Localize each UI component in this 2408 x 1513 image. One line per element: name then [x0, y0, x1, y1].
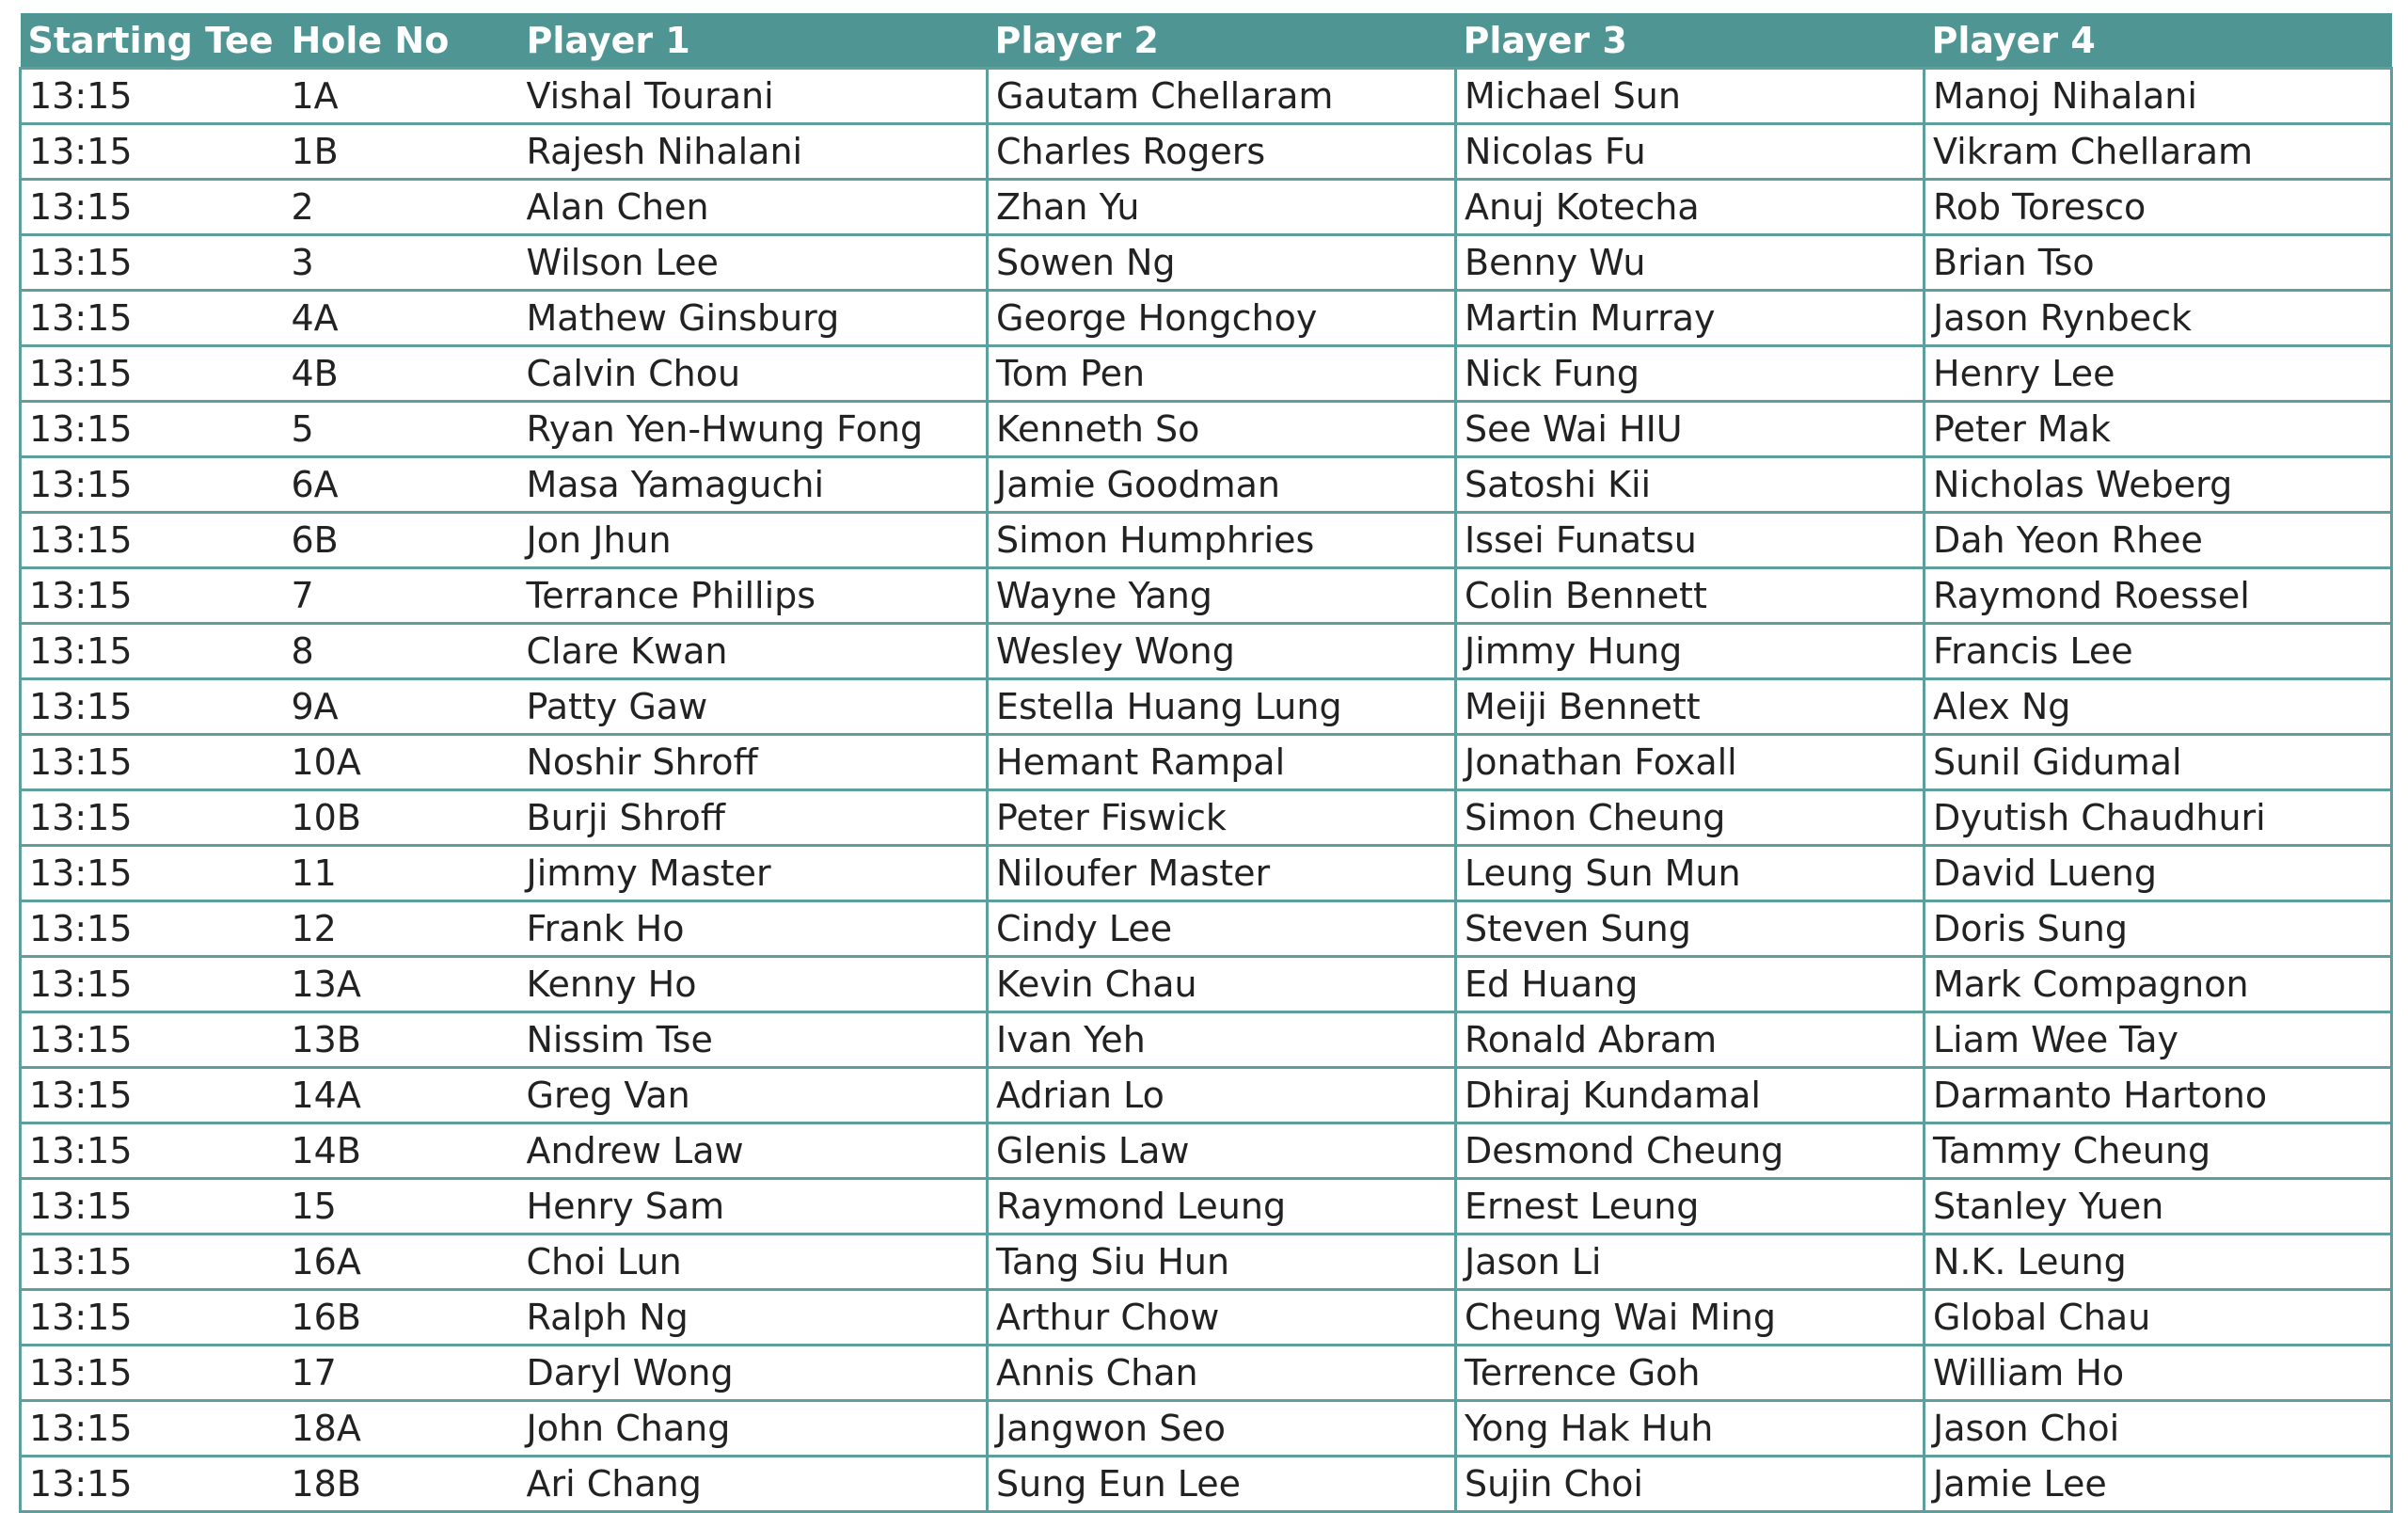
table-row	[21, 790, 2392, 846]
player-3-cell: Benny Wu	[1456, 235, 1925, 291]
player-3-cell: Jason Li	[1456, 1234, 1925, 1290]
table-row	[21, 957, 2392, 1012]
starting-tee-cell: 13:15	[21, 513, 284, 568]
player-1-cell: Jon Jhun	[519, 513, 988, 568]
player-2-cell: Adrian Lo	[988, 1068, 1456, 1123]
player-3-cell: Martin Murray	[1456, 291, 1925, 346]
table-header	[21, 13, 2392, 69]
starting-tee-cell: 13:15	[21, 568, 284, 624]
table-row	[21, 291, 2392, 346]
player-2-cell: Wayne Yang	[988, 568, 1456, 624]
table-row	[21, 679, 2392, 735]
hole-no-cell: 4A	[284, 291, 519, 346]
table-row	[21, 1290, 2392, 1346]
player-3-cell: Meiji Bennett	[1456, 679, 1925, 735]
player-4-cell: Jamie Lee	[1925, 1457, 2392, 1512]
player-1-cell: Vishal Tourani	[519, 69, 988, 124]
player-1-cell: Ralph Ng	[519, 1290, 988, 1346]
table-row	[21, 1179, 2392, 1234]
starting-tee-cell: 13:15	[21, 1457, 284, 1512]
player-4-cell: Tammy Cheung	[1925, 1123, 2392, 1179]
player-2-cell: Tang Siu Hun	[988, 1234, 1456, 1290]
player-2-cell: Zhan Yu	[988, 180, 1456, 235]
header-row	[21, 13, 2392, 69]
hole-no-cell: 9A	[284, 679, 519, 735]
player-1-cell: Mathew Ginsburg	[519, 291, 988, 346]
starting-tee-cell: 13:15	[21, 180, 284, 235]
hole-no-cell: 14B	[284, 1123, 519, 1179]
player-4-cell: Dyutish Chaudhuri	[1925, 790, 2392, 846]
hole-no-cell: 18A	[284, 1401, 519, 1457]
starting-tee-cell: 13:15	[21, 402, 284, 457]
player-4-cell: Dah Yeon Rhee	[1925, 513, 2392, 568]
player-2-cell: Kenneth So	[988, 402, 1456, 457]
player-1-cell: Henry Sam	[519, 1179, 988, 1234]
player-3-cell: Cheung Wai Ming	[1456, 1290, 1925, 1346]
table-row	[21, 235, 2392, 291]
player-4-cell: William Ho	[1925, 1346, 2392, 1401]
starting-tee-cell: 13:15	[21, 457, 284, 513]
player-4-cell: Stanley Yuen	[1925, 1179, 2392, 1234]
player-3-cell: See Wai HIU	[1456, 402, 1925, 457]
player-1-cell: John Chang	[519, 1401, 988, 1457]
table-row	[21, 457, 2392, 513]
player-1-cell: Jimmy Master	[519, 846, 988, 901]
player-4-cell: Jason Choi	[1925, 1401, 2392, 1457]
table-row	[21, 513, 2392, 568]
player-1-cell: Terrance Phillips	[519, 568, 988, 624]
header-starting-tee: Starting Tee	[21, 13, 284, 69]
player-1-cell: Masa Yamaguchi	[519, 457, 988, 513]
starting-tee-cell: 13:15	[21, 679, 284, 735]
hole-no-cell: 8	[284, 624, 519, 679]
header-player-2: Player 2	[988, 13, 1456, 69]
player-4-cell: Sunil Gidumal	[1925, 735, 2392, 790]
player-3-cell: Ed Huang	[1456, 957, 1925, 1012]
player-2-cell: Sowen Ng	[988, 235, 1456, 291]
player-1-cell: Ryan Yen-Hwung Fong	[519, 402, 988, 457]
header-player-3: Player 3	[1456, 13, 1925, 69]
player-3-cell: Simon Cheung	[1456, 790, 1925, 846]
table-row	[21, 1068, 2392, 1123]
player-4-cell: Mark Compagnon	[1925, 957, 2392, 1012]
starting-tee-cell: 13:15	[21, 346, 284, 402]
player-3-cell: Terrence Goh	[1456, 1346, 1925, 1401]
table-row	[21, 402, 2392, 457]
player-4-cell: N.K. Leung	[1925, 1234, 2392, 1290]
table-row	[21, 1012, 2392, 1068]
hole-no-cell: 15	[284, 1179, 519, 1234]
player-2-cell: Kevin Chau	[988, 957, 1456, 1012]
player-2-cell: Tom Pen	[988, 346, 1456, 402]
player-2-cell: Raymond Leung	[988, 1179, 1456, 1234]
player-2-cell: Arthur Chow	[988, 1290, 1456, 1346]
table-row	[21, 346, 2392, 402]
hole-no-cell: 3	[284, 235, 519, 291]
player-2-cell: Ivan Yeh	[988, 1012, 1456, 1068]
table-row	[21, 1123, 2392, 1179]
hole-no-cell: 10B	[284, 790, 519, 846]
player-2-cell: Estella Huang Lung	[988, 679, 1456, 735]
hole-no-cell: 12	[284, 901, 519, 957]
player-1-cell: Calvin Chou	[519, 346, 988, 402]
starting-tee-cell: 13:15	[21, 957, 284, 1012]
player-3-cell: Michael Sun	[1456, 69, 1925, 124]
hole-no-cell: 6B	[284, 513, 519, 568]
player-3-cell: Satoshi Kii	[1456, 457, 1925, 513]
table-row	[21, 1401, 2392, 1457]
hole-no-cell: 10A	[284, 735, 519, 790]
hole-no-cell: 17	[284, 1346, 519, 1401]
starting-tee-cell: 13:15	[21, 69, 284, 124]
player-1-cell: Greg Van	[519, 1068, 988, 1123]
player-3-cell: Yong Hak Huh	[1456, 1401, 1925, 1457]
starting-tee-cell: 13:15	[21, 735, 284, 790]
player-1-cell: Ari Chang	[519, 1457, 988, 1512]
player-2-cell: Niloufer Master	[988, 846, 1456, 901]
player-3-cell: Issei Funatsu	[1456, 513, 1925, 568]
starting-tee-cell: 13:15	[21, 1068, 284, 1123]
player-2-cell: Gautam Chellaram	[988, 69, 1456, 124]
player-1-cell: Nissim Tse	[519, 1012, 988, 1068]
hole-no-cell: 7	[284, 568, 519, 624]
player-4-cell: Francis Lee	[1925, 624, 2392, 679]
player-3-cell: Colin Bennett	[1456, 568, 1925, 624]
player-2-cell: Simon Humphries	[988, 513, 1456, 568]
player-4-cell: Henry Lee	[1925, 346, 2392, 402]
tee-time-sheet	[19, 13, 2390, 1513]
hole-no-cell: 4B	[284, 346, 519, 402]
table-row	[21, 846, 2392, 901]
starting-tee-cell: 13:15	[21, 1290, 284, 1346]
hole-no-cell: 16B	[284, 1290, 519, 1346]
player-2-cell: Charles Rogers	[988, 124, 1456, 180]
player-3-cell: Ernest Leung	[1456, 1179, 1925, 1234]
hole-no-cell: 2	[284, 180, 519, 235]
player-2-cell: Cindy Lee	[988, 901, 1456, 957]
starting-tee-cell: 13:15	[21, 1234, 284, 1290]
table-row	[21, 1234, 2392, 1290]
player-1-cell: Burji Shroff	[519, 790, 988, 846]
player-2-cell: Sung Eun Lee	[988, 1457, 1456, 1512]
starting-tee-cell: 13:15	[21, 624, 284, 679]
player-3-cell: Ronald Abram	[1456, 1012, 1925, 1068]
player-2-cell: Jamie Goodman	[988, 457, 1456, 513]
player-3-cell: Dhiraj Kundamal	[1456, 1068, 1925, 1123]
hole-no-cell: 13B	[284, 1012, 519, 1068]
hole-no-cell: 6A	[284, 457, 519, 513]
starting-tee-cell: 13:15	[21, 124, 284, 180]
player-2-cell: Jangwon Seo	[988, 1401, 1456, 1457]
player-4-cell: Doris Sung	[1925, 901, 2392, 957]
starting-tee-cell: 13:15	[21, 846, 284, 901]
table-row	[21, 180, 2392, 235]
hole-no-cell: 18B	[284, 1457, 519, 1512]
player-3-cell: Nick Fung	[1456, 346, 1925, 402]
player-3-cell: Desmond Cheung	[1456, 1123, 1925, 1179]
player-4-cell: Liam Wee Tay	[1925, 1012, 2392, 1068]
player-3-cell: Jonathan Foxall	[1456, 735, 1925, 790]
hole-no-cell: 1A	[284, 69, 519, 124]
starting-tee-cell: 13:15	[21, 901, 284, 957]
player-4-cell: Rob Toresco	[1925, 180, 2392, 235]
player-4-cell: David Lueng	[1925, 846, 2392, 901]
player-2-cell: Annis Chan	[988, 1346, 1456, 1401]
table-body	[21, 69, 2392, 1512]
player-2-cell: Wesley Wong	[988, 624, 1456, 679]
player-3-cell: Anuj Kotecha	[1456, 180, 1925, 235]
player-1-cell: Rajesh Nihalani	[519, 124, 988, 180]
hole-no-cell: 11	[284, 846, 519, 901]
table-row	[21, 624, 2392, 679]
player-3-cell: Sujin Choi	[1456, 1457, 1925, 1512]
starting-tee-cell: 13:15	[21, 1012, 284, 1068]
table-row	[21, 124, 2392, 180]
player-4-cell: Jason Rynbeck	[1925, 291, 2392, 346]
hole-no-cell: 1B	[284, 124, 519, 180]
player-1-cell: Alan Chen	[519, 180, 988, 235]
player-1-cell: Clare Kwan	[519, 624, 988, 679]
player-1-cell: Frank Ho	[519, 901, 988, 957]
starting-tee-cell: 13:15	[21, 235, 284, 291]
starting-tee-cell: 13:15	[21, 1346, 284, 1401]
starting-tee-cell: 13:15	[21, 1123, 284, 1179]
table-row	[21, 735, 2392, 790]
player-4-cell: Alex Ng	[1925, 679, 2392, 735]
player-4-cell: Peter Mak	[1925, 402, 2392, 457]
starting-tee-cell: 13:15	[21, 1401, 284, 1457]
header-hole-no: Hole No	[284, 13, 519, 69]
player-1-cell: Choi Lun	[519, 1234, 988, 1290]
player-2-cell: George Hongchoy	[988, 291, 1456, 346]
starting-tee-cell: 13:15	[21, 1179, 284, 1234]
player-2-cell: Peter Fiswick	[988, 790, 1456, 846]
player-2-cell: Glenis Law	[988, 1123, 1456, 1179]
table-row	[21, 1457, 2392, 1512]
player-4-cell: Darmanto Hartono	[1925, 1068, 2392, 1123]
table-row	[21, 1346, 2392, 1401]
player-2-cell: Hemant Rampal	[988, 735, 1456, 790]
player-3-cell: Nicolas Fu	[1456, 124, 1925, 180]
starting-tee-cell: 13:15	[21, 291, 284, 346]
table-row	[21, 69, 2392, 124]
player-3-cell: Leung Sun Mun	[1456, 846, 1925, 901]
player-1-cell: Daryl Wong	[519, 1346, 988, 1401]
player-1-cell: Kenny Ho	[519, 957, 988, 1012]
player-3-cell: Jimmy Hung	[1456, 624, 1925, 679]
player-1-cell: Patty Gaw	[519, 679, 988, 735]
tee-time-table	[19, 13, 2393, 1513]
table-row	[21, 568, 2392, 624]
starting-tee-cell: 13:15	[21, 790, 284, 846]
player-4-cell: Nicholas Weberg	[1925, 457, 2392, 513]
player-4-cell: Global Chau	[1925, 1290, 2392, 1346]
player-1-cell: Andrew Law	[519, 1123, 988, 1179]
hole-no-cell: 5	[284, 402, 519, 457]
player-3-cell: Steven Sung	[1456, 901, 1925, 957]
player-4-cell: Raymond Roessel	[1925, 568, 2392, 624]
player-1-cell: Noshir Shroff	[519, 735, 988, 790]
player-4-cell: Vikram Chellaram	[1925, 124, 2392, 180]
header-player-1: Player 1	[519, 13, 988, 69]
hole-no-cell: 13A	[284, 957, 519, 1012]
header-player-4: Player 4	[1925, 13, 2392, 69]
table-row	[21, 901, 2392, 957]
player-4-cell: Manoj Nihalani	[1925, 69, 2392, 124]
hole-no-cell: 16A	[284, 1234, 519, 1290]
player-4-cell: Brian Tso	[1925, 235, 2392, 291]
hole-no-cell: 14A	[284, 1068, 519, 1123]
player-1-cell: Wilson Lee	[519, 235, 988, 291]
